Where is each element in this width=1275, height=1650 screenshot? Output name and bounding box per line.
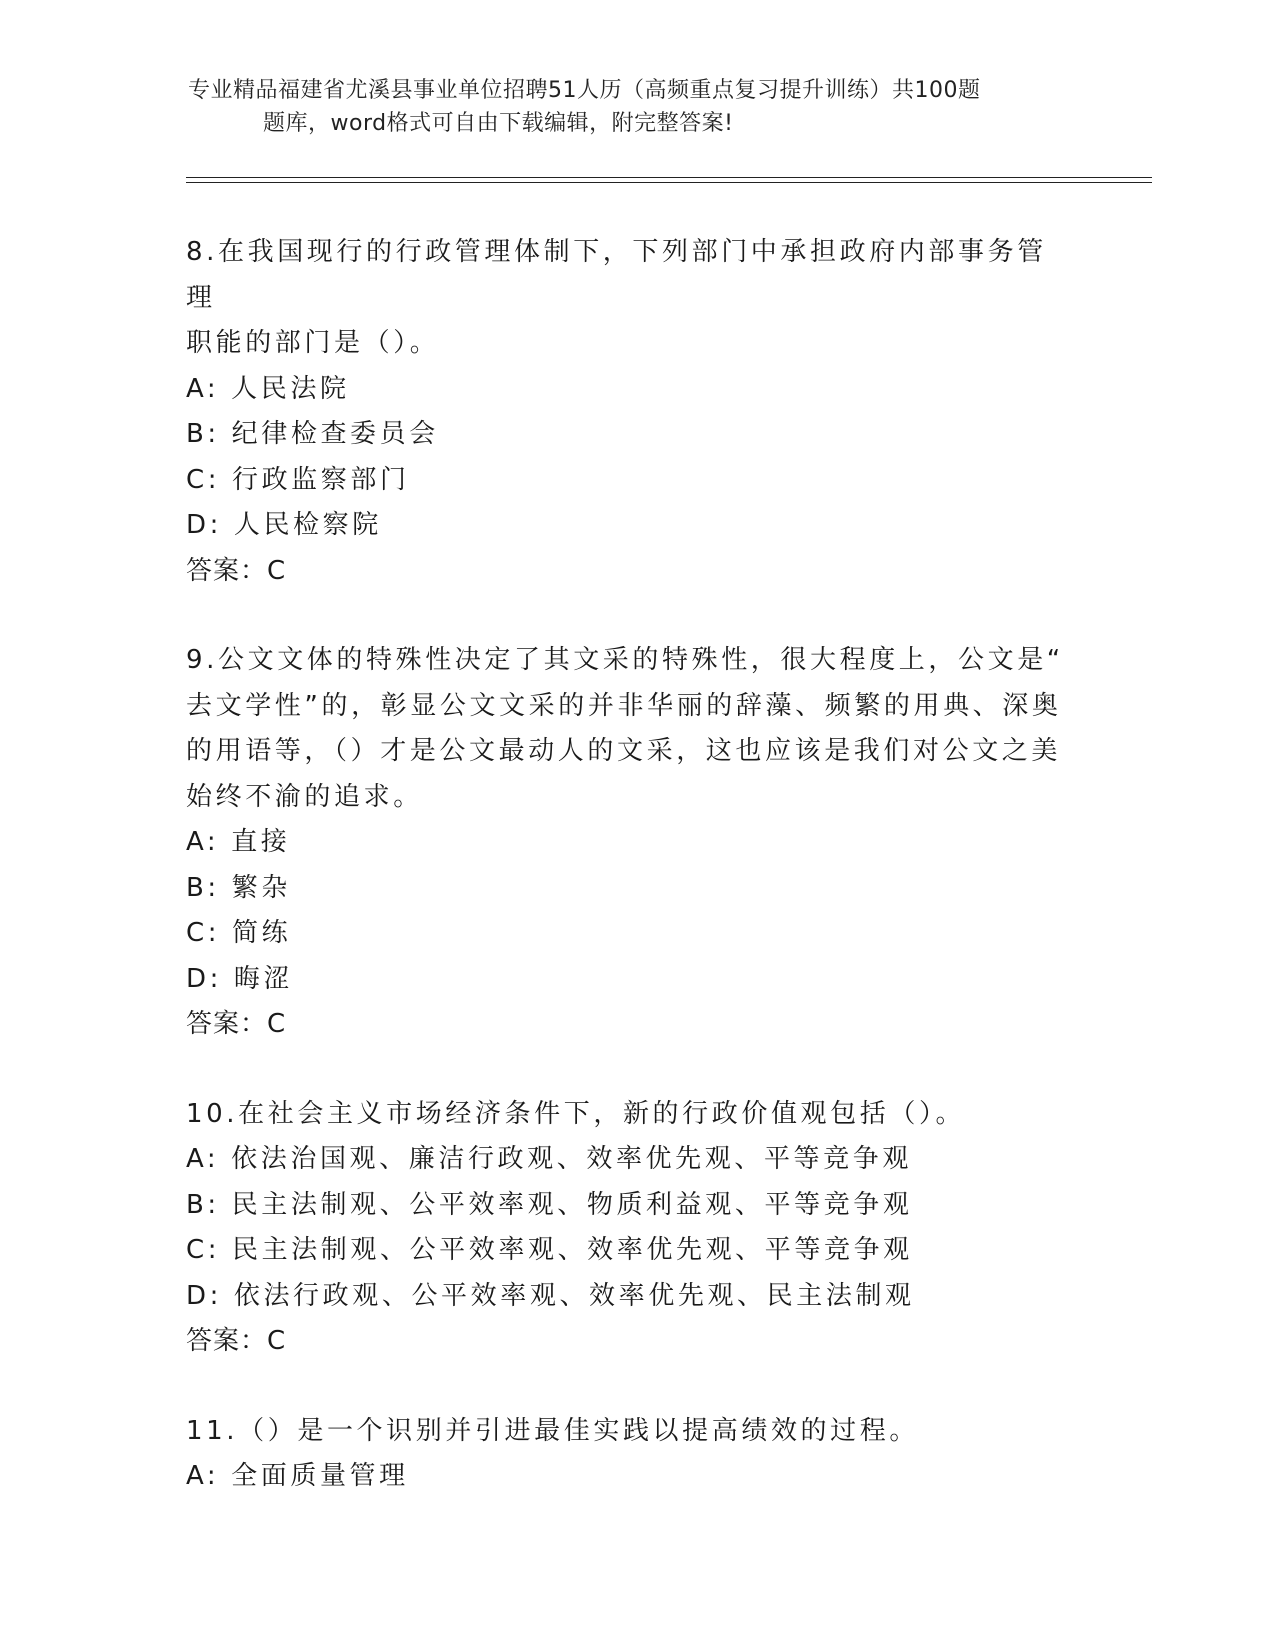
answer-line: 答案：C [186,1009,287,1039]
option-c: C: 民主法制观、公平效率观、效率优先观、平等竞争观 [186,1235,913,1265]
option-d: D: 依法行政观、公平效率观、效率优先观、民主法制观 [186,1280,915,1311]
question-stem-line: 10.在社会主义市场经济条件下，新的行政价值观包括（）。 [186,1098,966,1129]
header-rule-top [186,177,1152,178]
option-b: B: 纪律检查委员会 [186,419,439,449]
option-d: D: 人民检察院 [186,510,382,540]
question-list [186,230,1076,1544]
question-item [186,638,1076,1048]
question-stem-line: 9.公文文体的特殊性决定了其文采的特殊性，很大程度上，公文是“ [186,645,1064,675]
question-stem-line: 始终不渝的追求。 [186,781,423,812]
option-d: D: 晦涩 [186,963,294,994]
question-item [186,230,1076,594]
option-c: C: 简练 [186,918,292,948]
option-a: A: 直接 [186,827,291,857]
option-c: C: 行政监察部门 [186,464,410,495]
option-a: A: 人民法院 [186,373,350,404]
question-item [186,1092,1076,1365]
option-a: A: 依法治国观、廉洁行政观、效率优先观、平等竞争观 [186,1144,912,1174]
header-line-2: 题库，word格式可自由下载编辑，附完整答案! [263,111,734,136]
question-stem-line: 去文学性”的，彰显公文文采的并非华丽的辞藻、频繁的用典、深奥 [186,690,1062,721]
question-item [186,1409,1076,1500]
header-rule-bottom [186,182,1152,183]
header-line-1: 专业精品福建省尤溪县事业单位招聘51人历（高频重点复习提升训练）共100题 [188,78,981,103]
option-b: B: 民主法制观、公平效率观、物质利益观、平等竞争观 [186,1189,913,1220]
option-a: A: 全面质量管理 [186,1461,409,1491]
question-stem-line: 的用语等，（）才是公文最动人的文采，这也应该是我们对公文之美 [186,736,1062,766]
question-stem-line: 8.在我国现行的行政管理体制下，下列部门中承担政府内部事务管理 [186,237,1047,313]
document-header [188,74,1088,140]
question-stem-line: 11.（）是一个识别并引进最佳实践以提高绩效的过程。 [186,1415,919,1446]
answer-line: 答案：C [186,1326,287,1356]
answer-line: 答案：C [186,555,287,586]
question-stem-line: 职能的部门是（）。 [186,328,440,358]
option-b: B: 繁杂 [186,872,291,903]
